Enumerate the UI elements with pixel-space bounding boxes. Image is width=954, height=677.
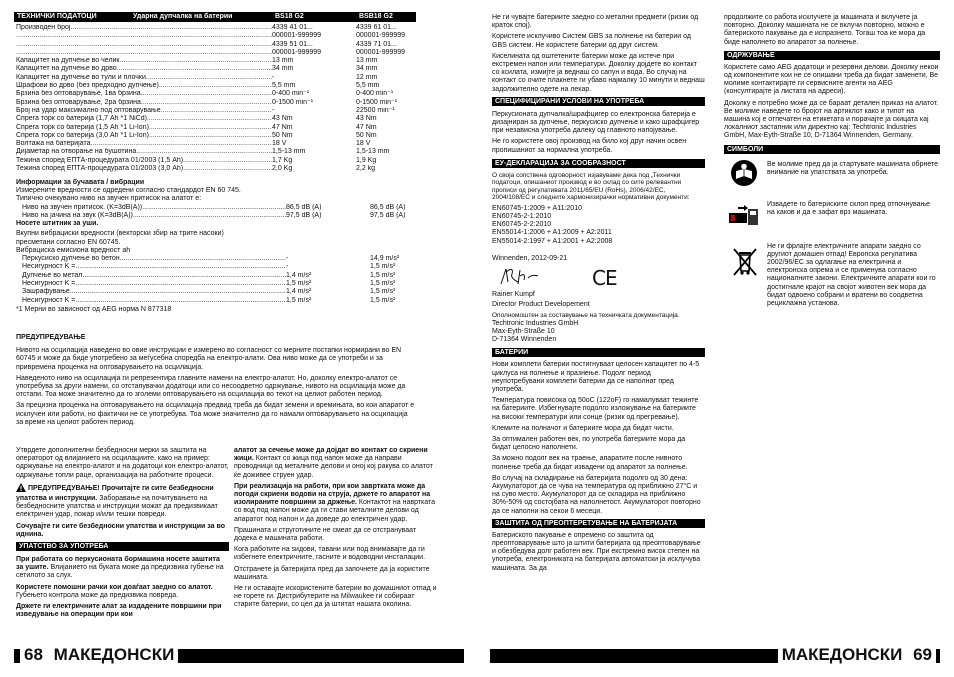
usage-2-text: Губењето контрола може да предизвика повреда.	[16, 591, 179, 599]
para-walls: Кога работите на ѕидови, тавани или под внимавајте да ги избегнете електричните, гасните и водоводни инсталации.	[234, 546, 426, 562]
r-para-other-use: Не го користете овој производ на било кој друг начин освен пропишаниот за нормална употреба.	[492, 138, 687, 154]
leader-dots	[90, 140, 272, 148]
leader-dots	[120, 57, 273, 65]
leader-dots	[147, 115, 272, 123]
row-label: Несигурност K =	[22, 296, 76, 304]
row-value-2: 12 mm	[356, 73, 378, 81]
data-row	[22, 263, 416, 271]
row-value-1: 4339 51 01...	[272, 40, 313, 48]
symbol-remove-battery	[724, 199, 940, 243]
row-value-2: 1,5 m/s²	[370, 279, 396, 287]
row-value-1: 1,4 m/s²	[286, 271, 312, 279]
bat-5: За можно подолг век на траење, апаратите после нивното полнење треба да бидат извадени од апаратот за полнење.	[492, 455, 688, 471]
bat-7: Батериското пакување е опремено со заштита од преоптоварување што ја штити батеријата од преоптоварување и обезбедува долг работен век. При екстремно висок степен на употреба, електрониката на батеријата автоматски ја исклучува машината. За да	[492, 531, 701, 572]
data-row	[16, 157, 416, 165]
row-value-1: 2,0 Kg	[272, 165, 293, 173]
read-manual-icon	[730, 159, 758, 187]
row-label: Спрега торк со батерија (3,0 Ah *1 Li-Ion)	[16, 131, 149, 139]
row-label: Капацитет на дупчење во челик	[16, 57, 120, 65]
row-value-1: 43 Nm	[272, 115, 293, 123]
row-label: Број на удар максимално под оптоварување	[16, 106, 161, 114]
row-label: Спрега торк со батерија (1,7 Ah *1 NiCd)	[16, 115, 147, 123]
row-label: Брзина без оптоварување, 1ва брзина	[16, 90, 141, 98]
row-value-1: 4339 41 01...	[272, 24, 313, 31]
symbol-disposal	[724, 243, 940, 323]
usage-1-bold: При работата со перкусионата бормашина носете заштита за ушите.	[16, 556, 220, 572]
row-value-2: 5,5 mm	[356, 82, 380, 90]
row-label: Капацитет на дупчење во дрво	[16, 65, 117, 73]
leader-dots	[133, 212, 286, 220]
data-row	[16, 107, 416, 115]
leader-dots	[120, 255, 286, 263]
row-value-2: 000001-999999	[356, 32, 406, 40]
data-row	[16, 148, 416, 156]
row-value-1: 1,5-13 mm	[272, 148, 306, 156]
data-row	[16, 115, 416, 123]
ce-mark: CE	[592, 266, 617, 291]
row-value-2: 1,5 m/s²	[370, 271, 396, 279]
data-row	[16, 165, 416, 173]
data-row	[22, 272, 416, 280]
noise-intro: Измерените вредности се одредени согласно стандардот EN 60 745.	[16, 187, 241, 195]
usage-1	[16, 556, 229, 581]
section-header-maintenance: ОДРЖУВАЊЕ	[724, 51, 940, 60]
row-label: Волтажа на батеријата	[16, 140, 91, 148]
usage-2-bold: Користете помошни рачки кои доаѓаат заедно со алатот.	[16, 583, 213, 591]
r-para-use: Перкусионата дупчалка/шрафцигер со електронска батерија е дизајниран за дупчење, перкусиско дупчење и како шрафцигер при независна употреба далеку од главното напојување.	[492, 110, 700, 135]
address-line: D-71364 Winnenden	[492, 336, 557, 344]
address-line: Techtronic Industries GmbH	[492, 319, 579, 327]
bat-2: Температура повисока од 50oC (122oF) го намалуваат тежинте на батериите. Избегнувајте подолго изложување на батериите на високи температури или сонце (ризик од прегревање).	[492, 397, 699, 421]
para-wires-text: Контакт со жица под напон може да направи проводници од металните делови и оној кој ракува со алатот ќе доживее струен удар.	[234, 455, 433, 479]
row-value-2: 1,9 Kg	[356, 156, 377, 164]
row-value-2: 1,5 m/s²	[370, 288, 396, 296]
data-row	[22, 280, 416, 288]
row-label: Брзина без оптоварување, 2ра брзина	[16, 98, 141, 106]
safety-warning-text: Заборавање на почитувањето на безбедносните упатства и инструкции можат да предизвикаат електричен удар, пожар и/или тешки повреди.	[16, 495, 218, 519]
section-header-batteries: БАТЕРИИ	[492, 348, 705, 357]
leader-dots	[149, 132, 272, 140]
row-value-1: -	[286, 263, 289, 271]
row-value-1: 97,5 dB (A)	[286, 211, 322, 219]
data-row	[22, 288, 416, 296]
row-value-1: 18 V	[272, 140, 287, 148]
footer-language-left: МАКЕДОНСКИ	[53, 645, 175, 664]
row-label: Шрафови во дрво (без предходно дупчење)	[16, 82, 159, 90]
row-value-2: 4339 61 01...	[356, 24, 397, 31]
para-disposal: Не ги оставајте искористените батерии во домашниот отпад и не горете ги. Дистрибутерите на Milwaukee ги собираат старите батерии, со цел да ја штитат нашата околина.	[234, 585, 437, 609]
row-value-2: 2,2 kg	[356, 165, 376, 173]
warning-triangle-icon	[16, 483, 26, 495]
row-value-1: 13 mm	[272, 57, 294, 65]
leader-dots	[16, 49, 272, 57]
symbol-read-manual	[724, 159, 940, 199]
bat-3: Клемите на полначот и батериите мора да бидат чисти.	[492, 424, 674, 432]
data-row	[16, 57, 416, 65]
usage-1-text: Влијанието на буката може да предизвика губење на сетилото за слух.	[16, 564, 224, 580]
row-value-2: 18 V	[356, 140, 371, 148]
section-header-usage: УПАТСТВО ЗА УПОТРЕБА	[16, 542, 229, 551]
r-para-metal: Не ги чувајте батериите заедно со метални предмети (ризик од краток спој).	[492, 14, 699, 30]
row-value-1: 1,4 m/s²	[286, 288, 312, 296]
bat-1: Нови комплети батерии постигнуваат целосен капацитет по 4-5 циклуса на полнење и празнење. Подолг период неупотребувани комплети батерии да се наполнат пред употреба.	[492, 361, 700, 393]
data-row	[16, 99, 416, 107]
row-label: Спрега торк со батерија (1,5 Ah *1 Li-Ion)	[16, 123, 149, 131]
leader-dots	[141, 99, 272, 107]
row-value-1: 5,5 mm	[272, 82, 296, 90]
row-value-1: 34 mm	[272, 65, 294, 73]
warning-p3: За прецизна проценка на оптоварувањето на осцилација предвид треба да бидат земени и времињата, во кои апаратот е исклучен или работи, но фактички не се употребува. Тоа може значително да го намали оптоварувањето на осцилација за време на целиот работен период.	[16, 402, 415, 426]
norm-item: EN55014-1:2006 + A1:2009 + A2:2011	[492, 229, 612, 237]
section-header-symbols: СИМБОЛИ	[724, 145, 940, 154]
r-para-acid: Киселината од оштетените батерии може да истече при екстремен напон или температури. Доколку дојдете во контакт со ксилата, измијте ја веднаш со сапун и вода. Во случај на контакт со очите плакнете ги убаво најмалку 10 минути и веднаш задолжително одете на лекар.	[492, 52, 705, 93]
leader-dots	[70, 24, 272, 32]
para-wires-bold: алатот за сечење може да дојдат во контакт со скриени жици.	[234, 447, 428, 463]
leader-dots	[146, 74, 272, 82]
row-value-2: 1,5 m/s²	[370, 296, 396, 304]
r-para-declaration: О своја сопствена одговорност изјавуваме дека под „Технички податоци, опишаниот производ е во склад со сите релевантни прописи од регулативата 2011/65/EU (RoHs), 2006/42/EC, 2004/108/EC и следните хармонизирачки нормативни документи:	[492, 171, 690, 202]
data-row	[16, 90, 416, 98]
footer-left	[20, 645, 178, 665]
row-value-2: 97,5 dB (A)	[370, 211, 406, 219]
row-label: Дупчење во метал	[22, 271, 83, 279]
row-value-2: 50 Nm	[356, 131, 377, 139]
leader-dots	[183, 165, 272, 173]
warning-title: ПРЕДУПРЕДУВАЊЕ	[16, 334, 86, 341]
vib-rows	[16, 255, 416, 305]
page-number-right: 69	[913, 645, 932, 664]
warning-section	[16, 334, 416, 430]
vib-emission: Вибрациска емисиона вредност ah	[16, 246, 131, 254]
data-row	[22, 212, 416, 220]
row-value-1: 47 Nm	[272, 123, 293, 131]
leader-dots	[161, 107, 272, 115]
maint-1: Користете само AEG додатоци и резервни делови. Доколку некои од компонентите кои не се опишани треба да бидат заменети, Ве молиме контактирајте ги сервисните агенти на AEG (консултирајте ја листата на адреси).	[724, 63, 939, 96]
row-label: Производен број	[16, 24, 71, 31]
leader-dots	[183, 157, 272, 165]
data-row	[16, 74, 416, 82]
row-label: Зашрафување	[22, 288, 70, 296]
row-value-1: 000001-999999	[272, 32, 322, 40]
data-row	[16, 41, 416, 49]
signer-role: Director Product Developement	[492, 301, 590, 309]
row-value-2: 1,5-13 mm	[356, 148, 390, 156]
ear-protection: Носете штитник за уши.	[16, 220, 99, 228]
row-value-2: 4339 71 01...	[356, 40, 397, 48]
data-row	[16, 132, 416, 140]
noise-title: Информации за бучавата / вибрации	[16, 179, 145, 186]
leader-dots	[16, 32, 272, 40]
row-value-2: 000001-999999	[356, 48, 406, 56]
leader-dots	[141, 90, 272, 98]
section-header-overload: ЗАШТИТА ОД ПРЕОПТЕРЕТУВАЊЕ НА БАТЕРИЈАТА	[492, 519, 705, 528]
norms-list	[492, 205, 705, 246]
symbol-1-text: Ве молиме пред да ја стартувате машината обрнете внимание на упатствата за употреба.	[767, 160, 939, 176]
safety-warning	[16, 483, 229, 520]
left-column-a	[16, 447, 229, 622]
leader-dots	[149, 124, 272, 132]
leader-dots	[82, 272, 286, 280]
row-label: Тежина според ЕПТА-процедурата 01/2003 (3,0 Ah)	[16, 165, 184, 173]
data-row	[22, 255, 416, 263]
signer-name: Rainer Kumpf	[492, 291, 535, 299]
row-value-1: 50 Nm	[272, 131, 293, 139]
symbol-2-text: Извадете го батериските склоп пред отпочнување на каков и да е зафат врз машината.	[767, 200, 931, 216]
section-header-specified-use: СПЕЦИФИЦИРАНИ УСЛОВИ НА УПОТРЕБА	[492, 97, 705, 106]
row-label: Ниво на звучен притисок. (K=3dB(A))	[22, 203, 143, 211]
row-value-1: 1,5 m/s²	[286, 296, 312, 304]
address-line: Max-Eyth-Straße 10	[492, 327, 555, 335]
row-value-2: 0-400 min⁻¹	[356, 90, 394, 98]
row-value-2: 22500 min⁻¹	[356, 106, 395, 114]
para-screw-text: Контактот на навртката со вод под напон може да ги стави металните делови од апаратот под напон и да доведе до електричен удар.	[234, 499, 435, 523]
data-row	[16, 124, 416, 132]
usage-2	[16, 584, 229, 600]
norm-item: EN60745-2-1:2010	[492, 213, 552, 221]
address-block	[492, 320, 705, 345]
row-value-1: 1,7 Kg	[272, 156, 293, 164]
header-product: Ударна дупчалка на батерии	[133, 13, 233, 20]
norm-item: EN60745-2-2:2010	[492, 221, 552, 229]
data-row	[16, 65, 416, 73]
right-column-1	[492, 14, 705, 576]
para-remove-battery: Отстранете ја батеријата пред да започнете да ја користите машината.	[234, 565, 430, 581]
spec-table	[14, 12, 416, 173]
leader-dots	[142, 204, 286, 212]
right-column-2	[724, 14, 940, 323]
bat-4: За оптимален работен век, по употреба батериите мора да бидат целосно наполнети.	[492, 436, 686, 452]
row-label: Ниво на јачина на звук (K=3dB(A))	[22, 211, 133, 219]
header-technical-data: ТЕХНИЧКИ ПОДАТОЦИ	[17, 13, 97, 20]
leader-dots	[75, 280, 286, 288]
r-para-gbs: Користете исклучиво Систем GBS за полнење на батерии од GBS систем. Не користете батерии од друг систем.	[492, 33, 691, 49]
page-number-left: 68	[24, 645, 43, 664]
leader-dots	[75, 297, 286, 305]
noise-typical: Типично очекувано ниво на звучен притисок на алатот е:	[16, 195, 202, 203]
symbol-3-text: Не ги фрлајте електричните апарати заедно со другиот домашен отпад! Европска регулатива 2002/96/EC за одлагање на електрична и електронска опрема и се применува согласно националните закони. Електричните апарати кои го достигнале крајот на својот животен век мора да бидат одвоено собрани и вратени во соодветна рециклажна установа.	[767, 242, 936, 308]
usage-3: Држете ги електричните алат за издадените површини при изведување на операции при кои	[16, 603, 222, 619]
crossed-bin-icon	[732, 247, 760, 275]
row-label: Несигурност K =	[22, 263, 76, 271]
section-header-eu-declaration: ЕУ-ДЕКЛАРАЦИЈА ЗА СООБРАЗНОСТ	[492, 159, 705, 168]
footnote: *1 Мерни во зависност од AEG норма N 877318	[16, 305, 172, 313]
data-row	[16, 24, 416, 32]
row-value-1: 0-400 min⁻¹	[272, 90, 310, 98]
data-row	[22, 297, 416, 305]
row-value-1: -	[272, 106, 275, 114]
vib-measures: Утврдете дополнителни безбедносни мерки за заштита на операторот од влијанието на осцилациите, како на пример: одржување на електро-алатот и на додатоци кон електро-алатот, одржување топли раце, организација на работните процеси.	[16, 447, 229, 479]
left-column-b	[234, 447, 440, 613]
header-model-2: BSB18 G2	[359, 13, 393, 20]
footer-language-right: МАКЕДОНСКИ	[781, 645, 903, 664]
row-value-2: 14,9 m/s²	[370, 255, 400, 263]
row-label: Дијаметар на отворање на бушотина	[16, 148, 137, 156]
row-value-1: 1,5 m/s²	[286, 279, 312, 287]
leader-dots	[75, 263, 286, 271]
row-value-2: 34 mm	[356, 65, 378, 73]
row-label: Несигурност K =	[22, 279, 76, 287]
data-row	[16, 140, 416, 148]
para-screw-bold: При реализација на работи, при кои завртката може да погоди скриени водови на струја, држете го апаратот на изолираните површини за држење.	[234, 482, 431, 507]
header-model-1: BS18 G2	[275, 13, 304, 20]
data-row	[16, 49, 416, 57]
row-label: Перкусиско дупчење во бетон	[22, 255, 120, 263]
noise-section	[16, 179, 416, 314]
norm-item: EN60745-1:2009 + A11:2010	[492, 204, 582, 212]
leader-dots	[117, 65, 272, 73]
maint-2: Доколку е потребно може да се бараат детален приказ на алатот. Ве молиме наведете го бројот на артиклот како и типот на машина кој е отпечатен на етикетата и порачајте ја скицата кај локалниот застапник или директно кај: Techtronic Industries GmbH, Max-Eyth-Straße 10, D-71364 Winnenden, Germany.	[724, 99, 939, 140]
data-row	[22, 204, 416, 212]
noise-rows	[16, 204, 416, 221]
row-value-2: 0-1500 min⁻¹	[356, 98, 398, 106]
signature-block	[492, 263, 705, 301]
vib-intro: Вкупни вибрациски вредности (векторски збир на трите насоки) пресметани согласно EN 60745.	[16, 230, 224, 246]
warning-p2: Наведеното ниво на осцилација ги репрезентира главните намени на електро-алатот. Но, доколку електро-алатот се употребува за други намени, со отстапувачки додатоци или со несоодветно одржување, нивото на осцилација може да отстапи. Тоа може значително да го зголеми оптоварувањето на осцилација во текот на целиот работен период.	[16, 374, 406, 399]
leader-dots	[159, 82, 272, 90]
norm-item: EN55014-2:1997 + A1:2001 + A2:2008	[492, 237, 613, 245]
row-label: Тежина според ЕПТА-процедурата 01/2003 (1,5 Ah)	[16, 156, 184, 164]
spec-table-header	[14, 12, 416, 22]
row-value-1: -	[272, 73, 275, 81]
row-value-2: 43 Nm	[356, 115, 377, 123]
para-dust: Прашината и струготините не смеат да се отстрануваат додека е машината работи.	[234, 526, 417, 543]
warning-p1: Нивото на осцилација наведено во овие инструкции е измерено во согласност со мерните постапки нормирани во EN 60745 и може да биде употребено за меѓусебна споредба на електро-алати. Ова ниво може да се употреби и за привремена проценка на оптоварувањето на осцилација.	[16, 347, 402, 371]
row-value-1: 000001-999999	[272, 48, 322, 56]
continue-work: продолжите со работа исклучете ја машината и вклучете ја повторно. Доколку машината не се вклучи повторно, можно е батериското пакување да е испразнето. Тогаш тоа ке мора да биде наполнето во апаратот за полнење.	[724, 14, 926, 46]
battery-removal-icon	[728, 203, 760, 231]
para-screw	[234, 483, 440, 524]
signature-image	[498, 264, 542, 288]
leader-dots	[16, 41, 272, 49]
safety-warning-bold: ПРЕДУПРЕДУВАЊЕ! Прочитајте ги сите безбедносни упатства и инструкции.	[16, 484, 214, 503]
row-value-1: 86,5 dB (A)	[286, 203, 322, 211]
leader-dots	[70, 288, 286, 296]
row-value-2: 47 Nm	[356, 123, 377, 131]
keep-instructions: Сочувајте ги сите безбедносни упатства и инструкции за во иднина.	[16, 522, 225, 538]
leader-dots	[136, 148, 272, 156]
row-value-2: 86,5 dB (A)	[370, 203, 406, 211]
row-value-1: 0-1500 min⁻¹	[272, 98, 314, 106]
row-value-2: 13 mm	[356, 57, 378, 65]
row-value-1: -	[286, 255, 289, 263]
bat-6: Во случај на складирање на батеријата подолго од 30 дена: Акумулаторот да се чува на температура од приближно 27°С и на суво место. Акумулаторот да се складира на приближно 30%-50% од состојбата на наполнетост. Акумулаторот повторно да се наполни на секои 6 месеци.	[492, 474, 701, 515]
spec-rows	[14, 22, 416, 173]
row-value-2: 1,5 m/s²	[370, 263, 396, 271]
footer-right	[778, 645, 936, 665]
row-label: Капацитет на дупчење во тули и плочки	[16, 73, 146, 81]
authorized: Ополномоштен за составување на техничката документација.	[492, 312, 680, 320]
place-date: Winnenden, 2012-09-21	[492, 254, 568, 262]
data-row	[16, 82, 416, 90]
para-wires	[234, 447, 440, 480]
data-row	[16, 32, 416, 40]
